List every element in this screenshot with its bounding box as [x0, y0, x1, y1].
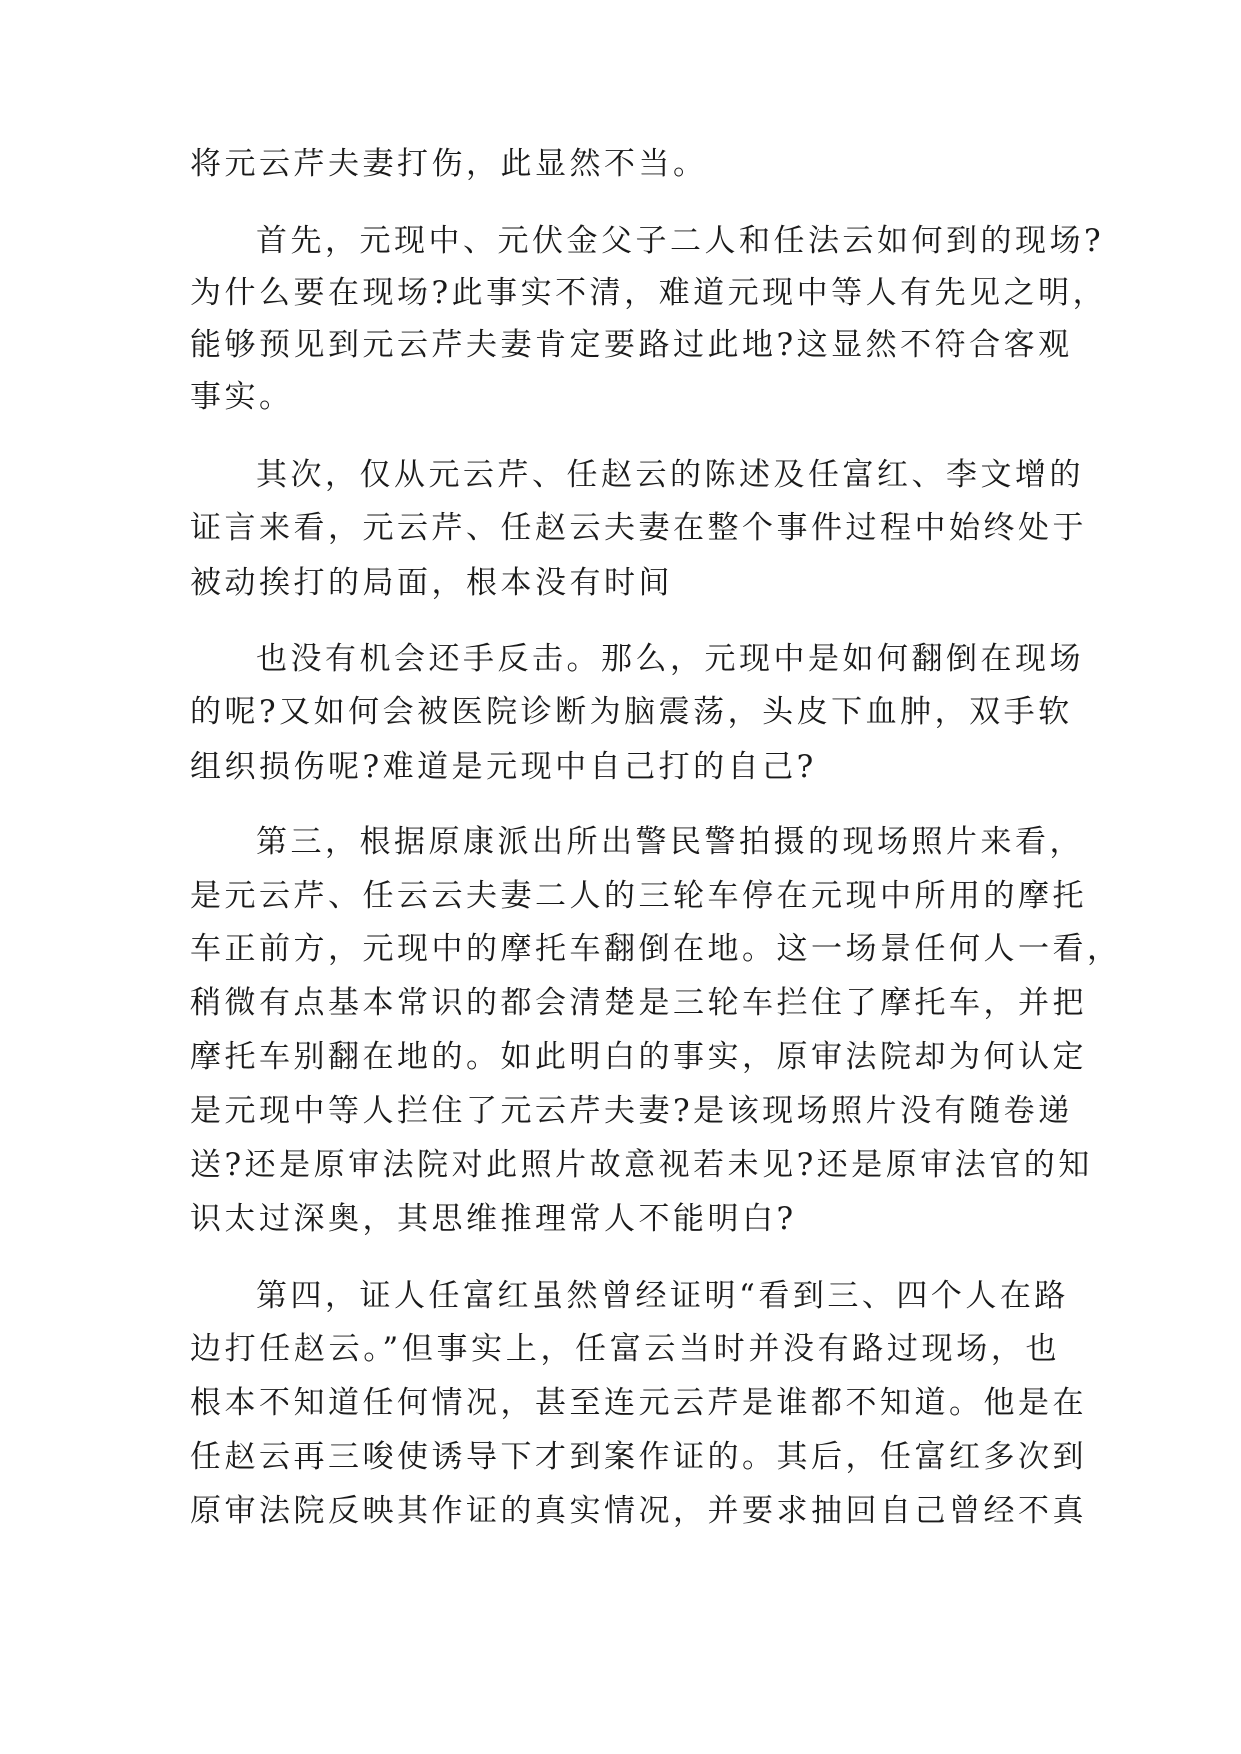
text-line: 稍微有点基本常识的都会清楚是三轮车拦住了摩托车，并把 [190, 985, 1087, 1021]
text-line: 是元云芹、任云云夫妻二人的三轮车停在元现中所用的摩托 [190, 878, 1087, 914]
text-line: 原审法院反映其作证的真实情况，并要求抽回自己曾经不真 [190, 1493, 1087, 1529]
text-line: 能够预见到元云芹夫妻肯定要路过此地?这显然不符合客观 [190, 327, 1073, 363]
text-line: 组织损伤呢?难道是元现中自己打的自己? [190, 749, 817, 785]
text-line: 事实。 [190, 379, 294, 415]
text-line: 被动挨打的局面，根本没有时间 [190, 565, 673, 601]
text-line: 摩托车别翻在地的。如此明白的事实，原审法院却为何认定 [190, 1039, 1087, 1075]
text-line: 是元现中等人拦住了元云芹夫妻?是该现场照片没有随卷递 [190, 1093, 1073, 1129]
text-line: 为什么要在现场?此事实不清，难道元现中等人有先见之明， [190, 275, 1108, 311]
text-line: 第三，根据原康派出所出警民警拍摄的现场照片来看， [256, 824, 1084, 860]
text-line: 首先，元现中、元伏金父子二人和任法云如何到的现场? [256, 223, 1105, 259]
text-line: 送?还是原审法院对此照片故意视若未见?还是原审法官的知 [190, 1147, 1093, 1183]
text-line: 将元云芹夫妻打伤，此显然不当。 [190, 146, 708, 182]
text-line: 其次，仅从元云芹、任赵云的陈述及任富红、李文增的 [256, 457, 1084, 493]
text-line: 车正前方，元现中的摩托车翻倒在地。这一场景任何人一看， [190, 931, 1122, 967]
text-line: 边打任赵云。”但事实上，任富云当时并没有路过现场，也 [190, 1331, 1060, 1367]
text-line: 也没有机会还手反击。那么，元现中是如何翻倒在现场 [256, 641, 1084, 677]
text-line: 的呢?又如何会被医院诊断为脑震荡，头皮下血肿，双手软 [190, 694, 1073, 730]
text-line: 识太过深奥，其思维推理常人不能明白? [190, 1201, 797, 1237]
text-line: 证言来看，元云芹、任赵云夫妻在整个事件过程中始终处于 [190, 510, 1087, 546]
text-line: 任赵云再三唆使诱导下才到案作证的。其后，任富红多次到 [190, 1439, 1087, 1475]
text-line: 第四，证人任富红虽然曾经证明“看到三、四个人在路 [256, 1278, 1069, 1314]
text-line: 根本不知道任何情况，甚至连元云芹是谁都不知道。他是在 [190, 1385, 1087, 1421]
